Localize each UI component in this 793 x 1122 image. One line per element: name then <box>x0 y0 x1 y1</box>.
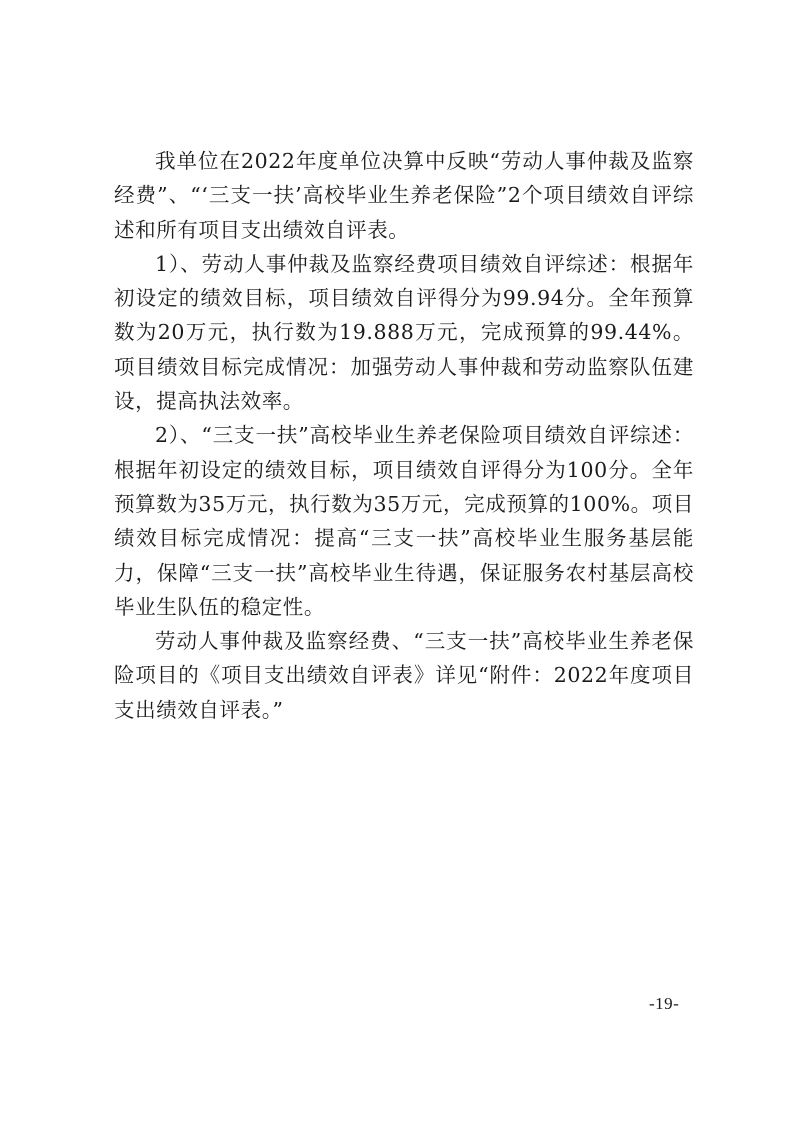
paragraph-three-supports: 2）、“三支一扶”高校毕业生养老保险项目绩效自评综述：根据年初设定的绩效目标，项目绩效自评得分为100分。全年预算数为35万元，执行数为35万元，完成预算的100%。项目绩效目标完成情况：提高“三支一扶”高校毕业生服务基层能力，保障“三支一扶”高校毕业生待遇，保证服务农村基层高校毕业生队伍的稳定性。 <box>114 423 694 619</box>
paragraph-intro: 我单位在2022年度单位决算中反映“劳动人事仲裁及监察经费”、“‘三支一扶’高校毕业生养老保险”2个项目绩效自评综述和所有项目支出绩效自评表。 <box>114 149 694 242</box>
body-text <box>114 144 694 727</box>
page-number: -19- <box>649 994 680 1013</box>
paragraph-labor-arbitration: 1）、劳动人事仲裁及监察经费项目绩效自评综述：根据年初设定的绩效目标，项目绩效自评得分为99.94分。全年预算数为20万元，执行数为19.888万元，完成预算的99.44%。项目绩效目标完成情况：加强劳动人事仲裁和劳动监察队伍建设，提高执法效率。 <box>114 251 694 414</box>
paragraph-attachment-note: 劳动人事仲裁及监察经费、“三支一扶”高校毕业生养老保险项目的《项目支出绩效自评表》详见“附件：2022年度项目支出绩效自评表。” <box>114 629 694 722</box>
